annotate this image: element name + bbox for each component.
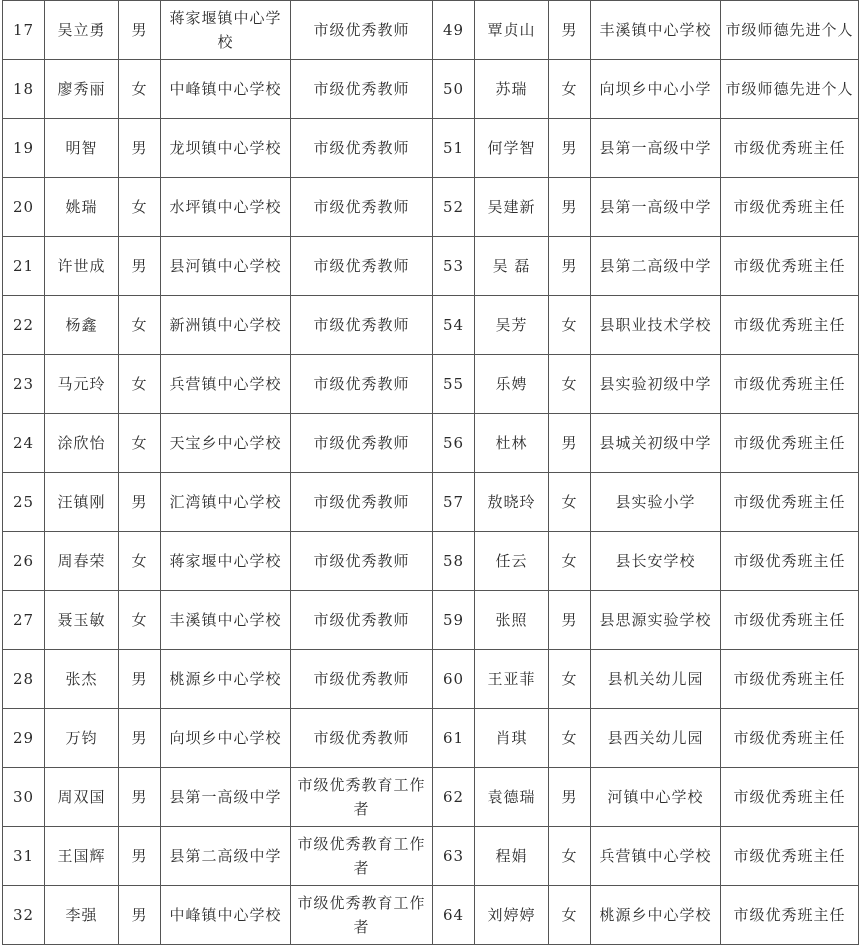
right-name-cell: 杜林 xyxy=(475,414,549,473)
left-school-cell: 新洲镇中心学校 xyxy=(161,296,291,355)
right-serial-number-cell: 52 xyxy=(433,178,475,237)
left-serial-number-cell: 28 xyxy=(3,650,45,709)
right-award-cell: 市级优秀班主任 xyxy=(721,473,859,532)
right-gender-cell: 男 xyxy=(549,768,591,827)
left-gender-cell: 女 xyxy=(119,178,161,237)
right-serial-number-cell: 49 xyxy=(433,1,475,60)
right-gender-cell: 男 xyxy=(549,414,591,473)
left-serial-number-cell: 30 xyxy=(3,768,45,827)
left-name-cell: 周春荣 xyxy=(45,532,119,591)
left-name-cell: 马元玲 xyxy=(45,355,119,414)
left-school-cell: 向坝乡中心学校 xyxy=(161,709,291,768)
right-gender-cell: 男 xyxy=(549,591,591,650)
left-award-cell: 市级优秀教师 xyxy=(291,591,433,650)
right-award-cell: 市级优秀班主任 xyxy=(721,237,859,296)
right-school-cell: 县思源实验学校 xyxy=(591,591,721,650)
left-award-cell: 市级优秀教师 xyxy=(291,1,433,60)
left-name-cell: 李强 xyxy=(45,886,119,945)
right-school-cell: 县西关幼儿园 xyxy=(591,709,721,768)
left-name-cell: 周双国 xyxy=(45,768,119,827)
table-row xyxy=(3,178,859,237)
left-name-cell: 张杰 xyxy=(45,650,119,709)
left-name-cell: 吴立勇 xyxy=(45,1,119,60)
right-name-cell: 覃贞山 xyxy=(475,1,549,60)
right-gender-cell: 女 xyxy=(549,709,591,768)
right-award-cell: 市级优秀班主任 xyxy=(721,591,859,650)
left-gender-cell: 女 xyxy=(119,296,161,355)
left-gender-cell: 女 xyxy=(119,60,161,119)
right-award-cell: 市级优秀班主任 xyxy=(721,827,859,886)
left-award-cell: 市级优秀教师 xyxy=(291,237,433,296)
right-award-cell: 市级优秀班主任 xyxy=(721,886,859,945)
table-row xyxy=(3,60,859,119)
right-name-cell: 袁德瑞 xyxy=(475,768,549,827)
left-name-cell: 许世成 xyxy=(45,237,119,296)
left-gender-cell: 女 xyxy=(119,355,161,414)
right-serial-number-cell: 56 xyxy=(433,414,475,473)
left-serial-number-cell: 20 xyxy=(3,178,45,237)
left-name-cell: 王国辉 xyxy=(45,827,119,886)
left-gender-cell: 女 xyxy=(119,414,161,473)
right-gender-cell: 女 xyxy=(549,355,591,414)
right-serial-number-cell: 64 xyxy=(433,886,475,945)
right-name-cell: 敖晓玲 xyxy=(475,473,549,532)
right-gender-cell: 女 xyxy=(549,60,591,119)
right-serial-number-cell: 53 xyxy=(433,237,475,296)
left-school-cell: 天宝乡中心学校 xyxy=(161,414,291,473)
table-row xyxy=(3,355,859,414)
right-school-cell: 县长安学校 xyxy=(591,532,721,591)
left-award-cell: 市级优秀教师 xyxy=(291,119,433,178)
right-award-cell: 市级优秀班主任 xyxy=(721,119,859,178)
left-serial-number-cell: 17 xyxy=(3,1,45,60)
right-award-cell: 市级优秀班主任 xyxy=(721,650,859,709)
right-award-cell: 市级优秀班主任 xyxy=(721,414,859,473)
right-serial-number-cell: 60 xyxy=(433,650,475,709)
left-school-cell: 桃源乡中心学校 xyxy=(161,650,291,709)
left-gender-cell: 男 xyxy=(119,827,161,886)
left-gender-cell: 男 xyxy=(119,119,161,178)
table-row xyxy=(3,532,859,591)
left-school-cell: 蒋家堰中心学校 xyxy=(161,532,291,591)
left-name-cell: 聂玉敏 xyxy=(45,591,119,650)
table-row xyxy=(3,591,859,650)
table-row xyxy=(3,1,859,60)
right-award-cell: 市级优秀班主任 xyxy=(721,532,859,591)
left-award-cell: 市级优秀教育工作者 xyxy=(291,827,433,886)
right-award-cell: 市级师德先进个人 xyxy=(721,1,859,60)
left-gender-cell: 男 xyxy=(119,886,161,945)
right-serial-number-cell: 57 xyxy=(433,473,475,532)
left-name-cell: 万钧 xyxy=(45,709,119,768)
left-award-cell: 市级优秀教师 xyxy=(291,414,433,473)
right-school-cell: 县第一高级中学 xyxy=(591,119,721,178)
left-gender-cell: 男 xyxy=(119,709,161,768)
right-gender-cell: 女 xyxy=(549,532,591,591)
left-school-cell: 丰溪镇中心学校 xyxy=(161,591,291,650)
right-award-cell: 市级优秀班主任 xyxy=(721,178,859,237)
right-school-cell: 县第一高级中学 xyxy=(591,178,721,237)
right-name-cell: 何学智 xyxy=(475,119,549,178)
left-award-cell: 市级优秀教师 xyxy=(291,178,433,237)
left-award-cell: 市级优秀教师 xyxy=(291,473,433,532)
right-school-cell: 县实验小学 xyxy=(591,473,721,532)
left-school-cell: 兵营镇中心学校 xyxy=(161,355,291,414)
right-school-cell: 县第二高级中学 xyxy=(591,237,721,296)
right-name-cell: 王亚菲 xyxy=(475,650,549,709)
table-body xyxy=(3,1,859,945)
table-row xyxy=(3,768,859,827)
left-name-cell: 明智 xyxy=(45,119,119,178)
right-gender-cell: 女 xyxy=(549,296,591,355)
left-school-cell: 蒋家堰镇中心学校 xyxy=(161,1,291,60)
left-school-cell: 中峰镇中心学校 xyxy=(161,60,291,119)
left-award-cell: 市级优秀教师 xyxy=(291,296,433,355)
left-school-cell: 龙坝镇中心学校 xyxy=(161,119,291,178)
left-award-cell: 市级优秀教师 xyxy=(291,650,433,709)
right-school-cell: 向坝乡中心小学 xyxy=(591,60,721,119)
left-name-cell: 廖秀丽 xyxy=(45,60,119,119)
left-award-cell: 市级优秀教育工作者 xyxy=(291,768,433,827)
right-school-cell: 县机关幼儿园 xyxy=(591,650,721,709)
right-name-cell: 肖琪 xyxy=(475,709,549,768)
table-row xyxy=(3,473,859,532)
left-school-cell: 县第二高级中学 xyxy=(161,827,291,886)
left-gender-cell: 男 xyxy=(119,237,161,296)
right-award-cell: 市级优秀班主任 xyxy=(721,355,859,414)
right-name-cell: 苏瑞 xyxy=(475,60,549,119)
left-serial-number-cell: 19 xyxy=(3,119,45,178)
table-row xyxy=(3,296,859,355)
right-serial-number-cell: 51 xyxy=(433,119,475,178)
table-row xyxy=(3,886,859,945)
awards-table xyxy=(2,0,859,945)
table-row xyxy=(3,650,859,709)
right-school-cell: 县实验初级中学 xyxy=(591,355,721,414)
right-name-cell: 张照 xyxy=(475,591,549,650)
left-serial-number-cell: 32 xyxy=(3,886,45,945)
left-school-cell: 县第一高级中学 xyxy=(161,768,291,827)
right-award-cell: 市级优秀班主任 xyxy=(721,709,859,768)
table-row xyxy=(3,237,859,296)
table-row xyxy=(3,414,859,473)
right-gender-cell: 女 xyxy=(549,473,591,532)
left-serial-number-cell: 21 xyxy=(3,237,45,296)
right-school-cell: 县职业技术学校 xyxy=(591,296,721,355)
right-name-cell: 吴建新 xyxy=(475,178,549,237)
right-name-cell: 吴 磊 xyxy=(475,237,549,296)
right-serial-number-cell: 62 xyxy=(433,768,475,827)
right-name-cell: 任云 xyxy=(475,532,549,591)
right-award-cell: 市级优秀班主任 xyxy=(721,296,859,355)
left-school-cell: 中峰镇中心学校 xyxy=(161,886,291,945)
right-gender-cell: 男 xyxy=(549,1,591,60)
right-gender-cell: 男 xyxy=(549,119,591,178)
right-award-cell: 市级优秀班主任 xyxy=(721,768,859,827)
right-serial-number-cell: 63 xyxy=(433,827,475,886)
left-gender-cell: 男 xyxy=(119,650,161,709)
right-serial-number-cell: 54 xyxy=(433,296,475,355)
table-row xyxy=(3,119,859,178)
table-row xyxy=(3,709,859,768)
left-gender-cell: 男 xyxy=(119,473,161,532)
left-school-cell: 汇湾镇中心学校 xyxy=(161,473,291,532)
left-serial-number-cell: 24 xyxy=(3,414,45,473)
left-name-cell: 汪镇刚 xyxy=(45,473,119,532)
right-school-cell: 河镇中心学校 xyxy=(591,768,721,827)
right-name-cell: 吴芳 xyxy=(475,296,549,355)
left-name-cell: 姚瑞 xyxy=(45,178,119,237)
right-school-cell: 县城关初级中学 xyxy=(591,414,721,473)
left-gender-cell: 女 xyxy=(119,591,161,650)
right-gender-cell: 男 xyxy=(549,237,591,296)
right-gender-cell: 男 xyxy=(549,178,591,237)
left-serial-number-cell: 31 xyxy=(3,827,45,886)
left-school-cell: 县河镇中心学校 xyxy=(161,237,291,296)
left-award-cell: 市级优秀教师 xyxy=(291,60,433,119)
left-serial-number-cell: 26 xyxy=(3,532,45,591)
right-name-cell: 乐娉 xyxy=(475,355,549,414)
table-row xyxy=(3,827,859,886)
left-award-cell: 市级优秀教师 xyxy=(291,709,433,768)
right-serial-number-cell: 50 xyxy=(433,60,475,119)
left-serial-number-cell: 29 xyxy=(3,709,45,768)
right-award-cell: 市级师德先进个人 xyxy=(721,60,859,119)
right-serial-number-cell: 59 xyxy=(433,591,475,650)
left-serial-number-cell: 22 xyxy=(3,296,45,355)
left-name-cell: 涂欣怡 xyxy=(45,414,119,473)
right-gender-cell: 女 xyxy=(549,827,591,886)
right-serial-number-cell: 55 xyxy=(433,355,475,414)
left-serial-number-cell: 18 xyxy=(3,60,45,119)
left-serial-number-cell: 23 xyxy=(3,355,45,414)
left-award-cell: 市级优秀教育工作者 xyxy=(291,886,433,945)
right-school-cell: 桃源乡中心学校 xyxy=(591,886,721,945)
left-award-cell: 市级优秀教师 xyxy=(291,532,433,591)
left-name-cell: 杨鑫 xyxy=(45,296,119,355)
right-serial-number-cell: 61 xyxy=(433,709,475,768)
right-school-cell: 丰溪镇中心学校 xyxy=(591,1,721,60)
left-gender-cell: 男 xyxy=(119,768,161,827)
right-school-cell: 兵营镇中心学校 xyxy=(591,827,721,886)
left-serial-number-cell: 25 xyxy=(3,473,45,532)
right-name-cell: 程娟 xyxy=(475,827,549,886)
left-gender-cell: 女 xyxy=(119,532,161,591)
right-name-cell: 刘婷婷 xyxy=(475,886,549,945)
left-school-cell: 水坪镇中心学校 xyxy=(161,178,291,237)
right-serial-number-cell: 58 xyxy=(433,532,475,591)
right-gender-cell: 女 xyxy=(549,886,591,945)
left-award-cell: 市级优秀教师 xyxy=(291,355,433,414)
left-serial-number-cell: 27 xyxy=(3,591,45,650)
left-gender-cell: 男 xyxy=(119,1,161,60)
right-gender-cell: 女 xyxy=(549,650,591,709)
